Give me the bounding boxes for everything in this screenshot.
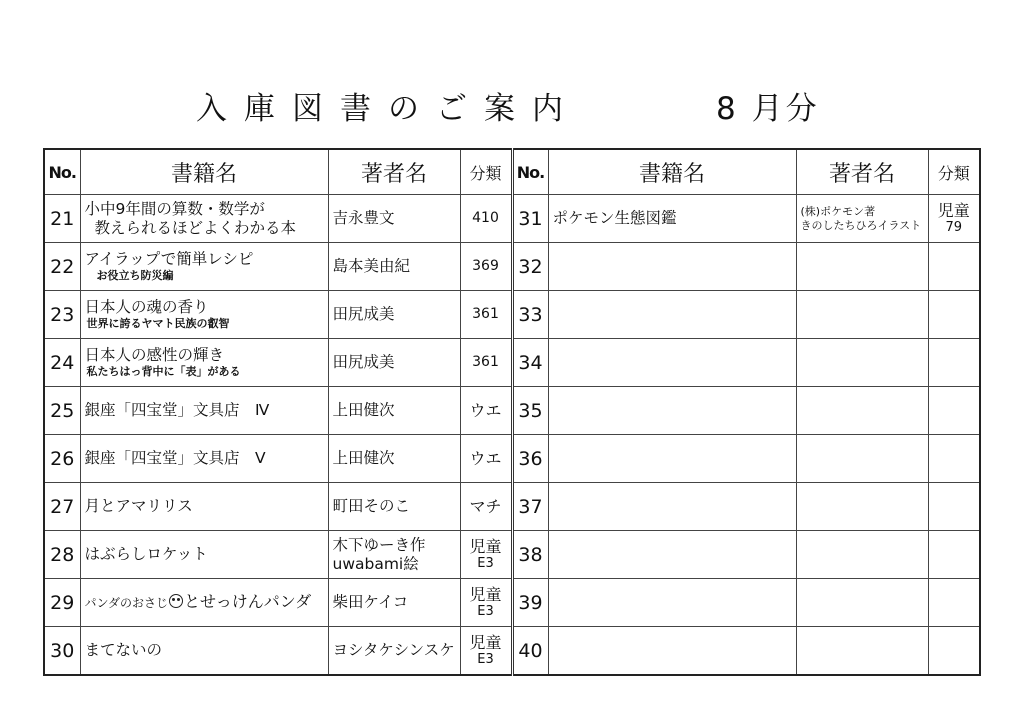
book-category xyxy=(928,531,980,579)
book-no: 29 xyxy=(44,579,80,627)
book-category-line: 79 xyxy=(945,219,963,235)
book-title xyxy=(80,339,328,387)
book-title xyxy=(548,627,796,676)
book-no: 25 xyxy=(44,387,80,435)
book-title xyxy=(80,243,328,291)
book-title: 月とアマリリス xyxy=(80,483,328,531)
book-no: 40 xyxy=(512,627,548,676)
book-category xyxy=(928,483,980,531)
book-author xyxy=(796,627,928,676)
book-category-line: E3 xyxy=(477,651,494,667)
book-no: 22 xyxy=(44,243,80,291)
book-author xyxy=(796,339,928,387)
book-category xyxy=(928,339,980,387)
table-row xyxy=(44,627,980,676)
table-row xyxy=(44,435,980,483)
header-author-right: 著者名 xyxy=(796,149,928,195)
header-author-left: 著者名 xyxy=(328,149,460,195)
book-no: 24 xyxy=(44,339,80,387)
book-author xyxy=(796,291,928,339)
book-category xyxy=(928,627,980,676)
book-no: 34 xyxy=(512,339,548,387)
book-title-line: 教えられるほどよくわかる本 xyxy=(94,218,297,237)
book-title xyxy=(548,483,796,531)
book-category: マチ xyxy=(460,483,512,531)
book-title xyxy=(548,579,796,627)
book-author: ヨシタケシンスケ xyxy=(328,627,460,676)
book-category xyxy=(928,291,980,339)
book-author-line: きのしたちひろイラスト xyxy=(800,218,922,232)
book-author xyxy=(796,387,928,435)
book-author-line: (株)ポケモン著 xyxy=(800,204,876,218)
book-category-line: 児童 xyxy=(469,632,502,652)
book-author xyxy=(328,531,460,579)
header-no-left: No. xyxy=(44,149,80,195)
book-category-line: 児童 xyxy=(469,584,502,604)
book-author xyxy=(796,579,928,627)
header-title-left: 書籍名 xyxy=(80,149,328,195)
book-no: 27 xyxy=(44,483,80,531)
header-row xyxy=(44,149,980,195)
book-subtitle: お役立ち防災編 xyxy=(96,269,174,282)
book-category: 369 xyxy=(460,243,512,291)
book-no: 30 xyxy=(44,627,80,676)
book-title-line: アイラップで簡単レシピ xyxy=(84,250,254,268)
header-category-left: 分類 xyxy=(460,149,512,195)
book-category-line: 児童 xyxy=(469,536,502,556)
panda-face-icon xyxy=(169,594,183,608)
table-row xyxy=(44,579,980,627)
book-subtitle: 私たちはっ背中に「表」がある xyxy=(86,365,241,378)
book-no: 38 xyxy=(512,531,548,579)
book-no: 31 xyxy=(512,195,548,243)
book-title xyxy=(548,339,796,387)
book-title: 銀座「四宝堂」文具店 Ⅴ xyxy=(80,435,328,483)
book-title xyxy=(80,291,328,339)
book-author xyxy=(796,435,928,483)
book-category: 410 xyxy=(460,195,512,243)
book-author-line: uwabami絵 xyxy=(332,554,419,573)
book-category: 361 xyxy=(460,291,512,339)
book-title xyxy=(548,291,796,339)
book-no: 39 xyxy=(512,579,548,627)
table-row xyxy=(44,483,980,531)
book-title xyxy=(548,387,796,435)
book-title xyxy=(548,243,796,291)
book-no: 26 xyxy=(44,435,80,483)
book-author: 上田健次 xyxy=(328,387,460,435)
book-author xyxy=(796,195,928,243)
book-category xyxy=(928,579,980,627)
book-no: 28 xyxy=(44,531,80,579)
title-month: 8 月分 xyxy=(716,91,820,127)
book-no: 21 xyxy=(44,195,80,243)
book-author-line: 木下ゆーき作 xyxy=(332,535,426,554)
book-title-line: 日本人の魂の香り xyxy=(84,298,209,316)
book-title: はぶらしロケット xyxy=(80,531,328,579)
header-no-right: No. xyxy=(512,149,548,195)
book-no: 23 xyxy=(44,291,80,339)
book-category: ウエ xyxy=(460,387,512,435)
book-subtitle: 世界に誇るヤマト民族の叡智 xyxy=(86,317,230,330)
book-category xyxy=(928,195,980,243)
header-category-right: 分類 xyxy=(928,149,980,195)
book-no: 32 xyxy=(512,243,548,291)
book-category-line: 児童 xyxy=(937,200,970,220)
book-author: 吉永豊文 xyxy=(328,195,460,243)
book-category xyxy=(460,627,512,676)
book-title xyxy=(80,579,328,627)
book-no: 33 xyxy=(512,291,548,339)
book-category xyxy=(928,243,980,291)
book-title xyxy=(80,195,328,243)
book-title-line: 日本人の感性の輝き xyxy=(84,346,225,364)
book-title: 銀座「四宝堂」文具店 Ⅳ xyxy=(80,387,328,435)
book-title: ポケモン生態図鑑 xyxy=(548,195,796,243)
book-no: 37 xyxy=(512,483,548,531)
book-title-line: 小中9年間の算数・数学が xyxy=(84,199,265,218)
table-row xyxy=(44,531,980,579)
book-author xyxy=(796,531,928,579)
table-row xyxy=(44,243,980,291)
title-main: 入庫図書のご案内 xyxy=(196,91,580,127)
book-category-line: E3 xyxy=(477,555,494,571)
book-category xyxy=(928,387,980,435)
book-table xyxy=(43,148,981,676)
book-author xyxy=(796,243,928,291)
book-title-part: とせっけんパンダ xyxy=(184,592,312,611)
book-title: まてないの xyxy=(80,627,328,676)
book-author: 田尻成美 xyxy=(328,291,460,339)
book-category: 361 xyxy=(460,339,512,387)
page-title xyxy=(0,84,1024,134)
book-category: ウエ xyxy=(460,435,512,483)
book-author: 柴田ケイコ xyxy=(328,579,460,627)
book-category xyxy=(460,531,512,579)
book-author: 田尻成美 xyxy=(328,339,460,387)
book-title xyxy=(548,531,796,579)
book-no: 35 xyxy=(512,387,548,435)
table-row xyxy=(44,195,980,243)
header-title-right: 書籍名 xyxy=(548,149,796,195)
book-category xyxy=(928,435,980,483)
book-author: 町田そのこ xyxy=(328,483,460,531)
book-title-part: パンダのおさじ xyxy=(84,596,169,610)
table-row xyxy=(44,291,980,339)
book-category xyxy=(460,579,512,627)
table-row xyxy=(44,339,980,387)
book-author xyxy=(796,483,928,531)
book-no: 36 xyxy=(512,435,548,483)
book-author: 上田健次 xyxy=(328,435,460,483)
book-author: 島本美由紀 xyxy=(328,243,460,291)
book-title xyxy=(548,435,796,483)
table-row xyxy=(44,387,980,435)
book-category-line: E3 xyxy=(477,603,494,619)
